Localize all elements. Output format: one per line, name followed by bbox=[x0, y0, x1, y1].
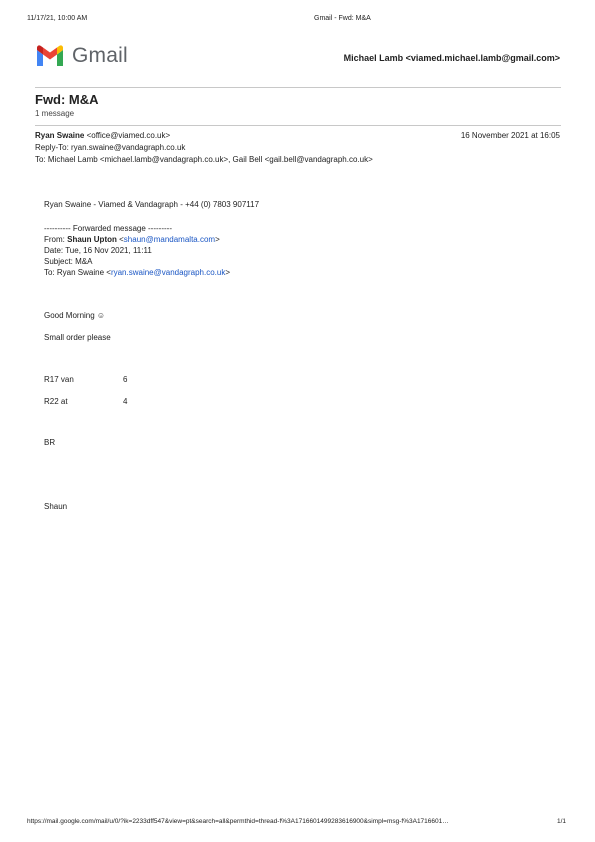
order-item-qty: 4 bbox=[123, 397, 128, 406]
print-page-number: 1/1 bbox=[557, 818, 567, 825]
order-item-name: R22 at bbox=[44, 397, 68, 406]
gmail-m-logo-icon bbox=[35, 44, 65, 68]
forward-subject-line: Subject: M&A bbox=[44, 257, 93, 266]
print-timestamp: 11/17/21, 10:00 AM bbox=[27, 15, 88, 22]
closing-text: BR bbox=[44, 438, 56, 447]
recipients-line: To: Michael Lamb <michael.lamb@vandagraph.co.uk>, Gail Bell <gail.bell@vandagraph.co.uk> bbox=[35, 155, 373, 164]
forward-from-name: Shaun Upton bbox=[67, 235, 117, 244]
sign-off-name: Shaun bbox=[44, 502, 68, 511]
message-date: 16 November 2021 at 16:05 bbox=[460, 131, 560, 140]
forward-from-line bbox=[44, 235, 220, 244]
forward-from-label: From: bbox=[44, 235, 68, 244]
forward-from-close: > bbox=[215, 235, 220, 244]
sender-name: Ryan Swaine bbox=[35, 131, 85, 140]
forward-to-email-link[interactable]: ryan.swaine@vandagraph.co.uk bbox=[110, 268, 226, 277]
message-sender bbox=[35, 131, 170, 140]
reply-to-line: Reply-To: ryan.swaine@vandagraph.co.uk bbox=[35, 143, 186, 152]
print-page-title: Gmail - Fwd: M&A bbox=[314, 15, 371, 22]
forward-divider: ---------- Forwarded message --------- bbox=[44, 224, 172, 233]
forward-from-email-link[interactable]: shaun@mandamalta.com bbox=[123, 235, 216, 244]
order-item-name: R17 van bbox=[44, 375, 74, 384]
greeting-text: Good Morning ☺ bbox=[44, 311, 106, 320]
forward-to-label: To: Ryan Swaine < bbox=[44, 268, 111, 277]
thread-subject: Fwd: M&A bbox=[35, 92, 99, 107]
header-divider bbox=[35, 87, 561, 88]
forward-to-close: > bbox=[225, 268, 231, 277]
forward-from-open: < bbox=[116, 235, 124, 244]
forward-to-line bbox=[44, 268, 230, 277]
forward-date-line: Date: Tue, 16 Nov 2021, 11:11 bbox=[44, 246, 152, 255]
thread-divider bbox=[35, 125, 561, 126]
request-text: Small order please bbox=[44, 333, 111, 342]
sender-email: <office@viamed.co.uk> bbox=[86, 131, 171, 140]
print-footer-url: https://mail.google.com/mail/u/0/?ik=2233dff547&view=pt&search=all&permthid=thread-f%3A1716601499283616900&simpl=msg-f%3A1716601… bbox=[27, 818, 449, 825]
account-identity: Michael Lamb <viamed.michael.lamb@gmail.com> bbox=[343, 53, 560, 63]
sender-signature: Ryan Swaine - Viamed & Vandagraph - +44 (0) 7803 907117 bbox=[44, 200, 260, 209]
order-item-qty: 6 bbox=[123, 375, 128, 384]
gmail-logo-text: Gmail bbox=[72, 44, 128, 67]
message-count: 1 message bbox=[35, 109, 75, 118]
